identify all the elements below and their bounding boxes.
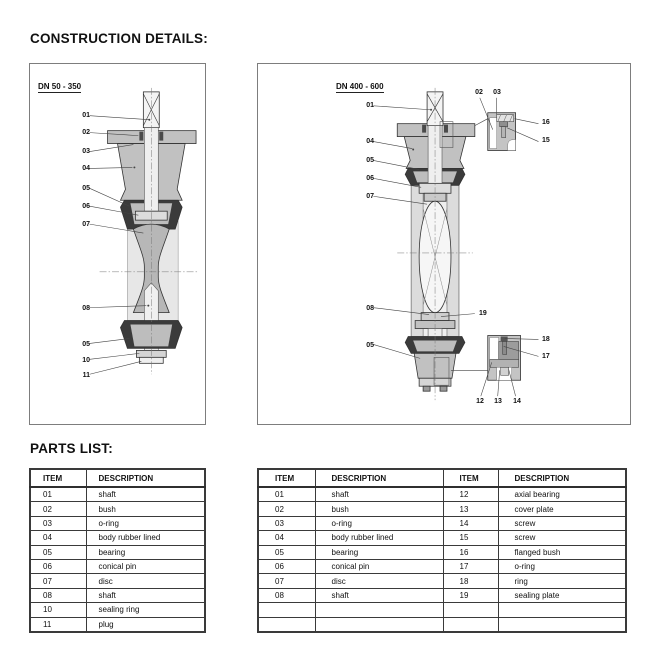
cover-plate-detail xyxy=(490,359,519,367)
cell-item: 01 xyxy=(30,487,86,502)
table-row-empty xyxy=(258,617,626,632)
col-header-description: DESCRIPTION xyxy=(315,469,443,487)
table-row xyxy=(258,559,626,573)
cell-item: 05 xyxy=(30,545,86,559)
oring-detail xyxy=(503,341,507,354)
parts-table-dn50-350 xyxy=(29,468,206,633)
valve-bush xyxy=(422,125,426,133)
callout-01: 01 xyxy=(366,102,374,109)
table-row xyxy=(258,574,626,588)
valve-oring xyxy=(444,125,448,133)
dn-range-label: DN 50 - 350 xyxy=(38,82,82,91)
parts-list-title: PARTS LIST: xyxy=(30,441,113,456)
detail-inset-bottom xyxy=(488,335,521,380)
cell-item: 03 xyxy=(258,516,315,530)
table-row xyxy=(30,502,205,516)
cell-description: conical pin xyxy=(315,559,443,573)
cell-item xyxy=(443,617,498,632)
table-row xyxy=(30,545,205,559)
callout-05b: 05 xyxy=(82,341,90,348)
callout-06: 06 xyxy=(82,203,90,210)
cell-description: shaft xyxy=(86,487,205,502)
cell-description: shaft xyxy=(315,588,443,602)
table-row xyxy=(30,603,205,617)
cell-description: cover plate xyxy=(498,502,626,516)
callout-15: 15 xyxy=(542,137,550,144)
cell-description xyxy=(498,603,626,617)
cell-description: screw xyxy=(498,531,626,545)
bottom-bolt xyxy=(423,386,430,391)
col-header-item-2: ITEM xyxy=(443,469,498,487)
cell-description: disc xyxy=(315,574,443,588)
cell-item xyxy=(443,603,498,617)
callout-18: 18 xyxy=(542,336,550,343)
callout-08: 08 xyxy=(366,305,374,312)
screw-body-detail xyxy=(502,127,506,138)
cell-item: 06 xyxy=(258,559,315,573)
bottom-bolt xyxy=(440,386,447,391)
cell-item: 08 xyxy=(30,588,86,602)
table-row xyxy=(30,588,205,602)
callout-19: 19 xyxy=(479,310,487,317)
valve-body-group xyxy=(108,92,196,363)
table-row xyxy=(30,574,205,588)
cell-description: o-ring xyxy=(315,516,443,530)
detail-inset-top xyxy=(488,113,516,151)
valve-cross-section-dn50-350 xyxy=(30,64,205,424)
callout-04: 04 xyxy=(366,138,374,145)
callout-05b: 05 xyxy=(366,342,374,349)
diagram-panel-dn50-350 xyxy=(29,63,206,425)
screw-head-detail xyxy=(500,122,508,127)
cell-description: bearing xyxy=(315,545,443,559)
cell-item: 11 xyxy=(30,617,86,632)
cell-description: disc xyxy=(86,574,205,588)
screw-detail xyxy=(501,367,509,375)
callout-03: 03 xyxy=(82,148,90,155)
cell-description: conical pin xyxy=(86,559,205,573)
cell-item: 06 xyxy=(30,559,86,573)
dn-range-label: DN 400 - 600 xyxy=(336,82,384,91)
cell-item: 04 xyxy=(258,531,315,545)
callout-13: 13 xyxy=(494,398,502,405)
callout-08: 08 xyxy=(82,305,90,312)
table-row xyxy=(30,487,205,502)
cell-description xyxy=(498,617,626,632)
cell-item: 07 xyxy=(30,574,86,588)
cell-item: 01 xyxy=(258,487,315,502)
cell-item: 13 xyxy=(443,502,498,516)
cell-description: shaft xyxy=(86,588,205,602)
cell-item: 19 xyxy=(443,588,498,602)
callout-10: 10 xyxy=(82,357,90,364)
col-header-item: ITEM xyxy=(30,469,86,487)
table-row xyxy=(30,531,205,545)
page-title: CONSTRUCTION DETAILS: xyxy=(30,31,208,46)
callout-17: 17 xyxy=(542,353,550,360)
table-row-empty xyxy=(258,603,626,617)
callout-03: 03 xyxy=(493,89,501,96)
callout-11: 11 xyxy=(82,372,90,379)
cell-description: axial bearing xyxy=(498,487,626,502)
callout-07: 07 xyxy=(366,193,374,200)
table-row xyxy=(258,502,626,516)
cell-description: ring xyxy=(498,574,626,588)
table-row xyxy=(30,617,205,632)
cell-item: 02 xyxy=(30,502,86,516)
cell-description xyxy=(315,603,443,617)
cell-description: body rubber lined xyxy=(86,531,205,545)
table-header-row xyxy=(258,469,626,487)
cell-item: 04 xyxy=(30,531,86,545)
table-row xyxy=(30,516,205,530)
cell-description: shaft xyxy=(315,487,443,502)
valve-oring xyxy=(159,132,163,141)
table-header-row xyxy=(30,469,205,487)
cell-item: 14 xyxy=(443,516,498,530)
cell-item: 02 xyxy=(258,502,315,516)
cell-item: 03 xyxy=(30,516,86,530)
callout-06: 06 xyxy=(366,175,374,182)
cell-description: body rubber lined xyxy=(315,531,443,545)
table-row xyxy=(258,516,626,530)
cell-description: sealing plate xyxy=(498,588,626,602)
table-row xyxy=(258,531,626,545)
cell-item xyxy=(258,603,315,617)
cell-description: bearing xyxy=(86,545,205,559)
cell-description: sealing ring xyxy=(86,603,205,617)
cell-item: 17 xyxy=(443,559,498,573)
callout-12: 12 xyxy=(476,398,484,405)
table-row xyxy=(258,545,626,559)
cell-item: 15 xyxy=(443,531,498,545)
valve-body-group xyxy=(397,92,475,391)
cell-item: 08 xyxy=(258,588,315,602)
callout-01: 01 xyxy=(82,112,90,119)
cell-item xyxy=(258,617,315,632)
cell-description: bush xyxy=(315,502,443,516)
callout-04: 04 xyxy=(82,165,90,172)
valve-bush xyxy=(139,132,143,141)
cell-description: screw xyxy=(498,516,626,530)
cell-description: o-ring xyxy=(498,559,626,573)
cell-item: 07 xyxy=(258,574,315,588)
diagram-panel-dn400-600 xyxy=(257,63,631,425)
col-header-description: DESCRIPTION xyxy=(86,469,205,487)
cell-item: 12 xyxy=(443,487,498,502)
table-row xyxy=(258,588,626,602)
cell-item: 10 xyxy=(30,603,86,617)
col-header-item: ITEM xyxy=(258,469,315,487)
ring-detail xyxy=(501,336,508,341)
valve-cross-section-dn400-600 xyxy=(258,64,630,424)
cell-description: bush xyxy=(86,502,205,516)
callout-07: 07 xyxy=(82,221,90,228)
cell-item: 16 xyxy=(443,545,498,559)
callout-02: 02 xyxy=(82,129,90,136)
col-header-description-2: DESCRIPTION xyxy=(498,469,626,487)
cell-item: 18 xyxy=(443,574,498,588)
cell-description: plug xyxy=(86,617,205,632)
parts-table-dn400-600 xyxy=(257,468,627,633)
cell-item: 05 xyxy=(258,545,315,559)
callout-14: 14 xyxy=(513,398,521,405)
callout-05: 05 xyxy=(82,185,90,192)
cell-description xyxy=(315,617,443,632)
cell-description: o-ring xyxy=(86,516,205,530)
table-row xyxy=(30,559,205,573)
cell-description: flanged bush xyxy=(498,545,626,559)
callout-05: 05 xyxy=(366,157,374,164)
callout-16: 16 xyxy=(542,119,550,126)
table-row xyxy=(258,487,626,502)
callout-02: 02 xyxy=(475,89,483,96)
